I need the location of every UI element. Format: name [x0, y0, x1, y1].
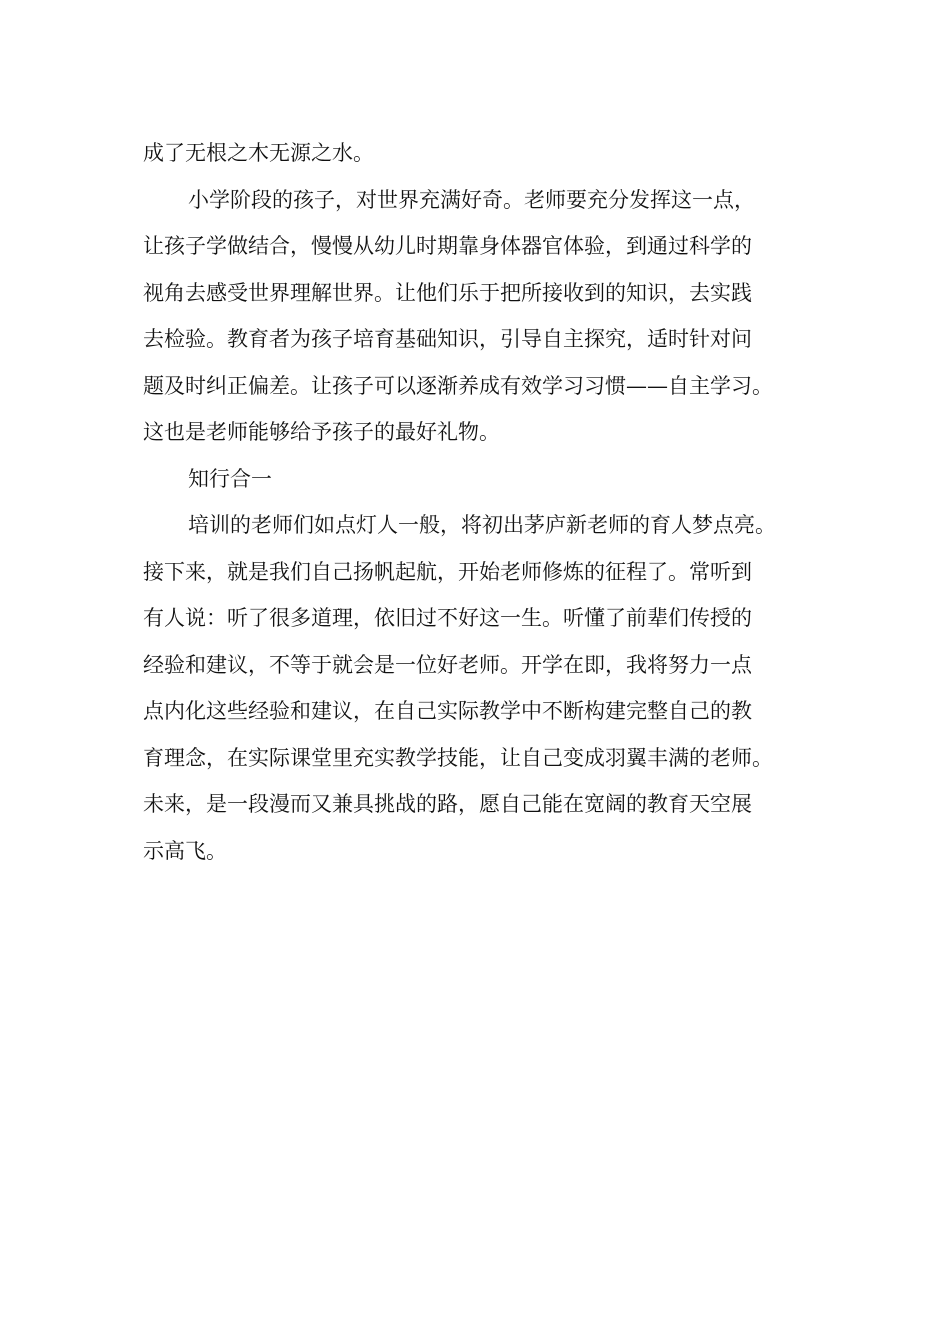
document-body	[143, 130, 833, 874]
text-line: 视角去感受世界理解世界。让他们乐于把所接收到的知识，去实践	[143, 280, 752, 305]
heading-line: 知行合一	[188, 466, 272, 491]
text-line: 有人说：听了很多道理，依旧过不好这一生。听懂了前辈们传授的	[143, 606, 752, 630]
text-line: 让孩子学做结合，慢慢从幼儿时期靠身体器官体验，到通过科学的	[143, 234, 752, 258]
paragraph-2	[143, 177, 833, 456]
text-line: 接下来，就是我们自己扬帆起航，开始老师修炼的征程了。常听到	[143, 559, 752, 584]
text-line: 经验和建议，不等于就会是一位好老师。开学在即，我将努力一点	[143, 652, 752, 677]
text-line: 小学阶段的孩子，对世界充满好奇。老师要充分发挥这一点，	[188, 187, 755, 212]
text-line: 点内化这些经验和建议，在自己实际教学中不断构建完整自己的教	[143, 699, 752, 723]
text-line: 题及时纠正偏差。让孩子可以逐渐养成有效学习习惯——自主学习。	[143, 373, 773, 398]
text-line: 示高飞。	[143, 838, 227, 863]
text-line: 这也是老师能够给予孩子的最好礼物。	[143, 420, 500, 444]
text-line: 去检验。教育者为孩子培育基础知识，引导自主探究，适时针对问	[143, 327, 752, 351]
text-line: 培训的老师们如点灯人一般，将初出茅庐新老师的育人梦点亮。	[188, 513, 776, 537]
paragraph-1	[143, 130, 833, 177]
text-line: 成了无根之木无源之水。	[143, 141, 374, 165]
text-line: 未来，是一段漫而又兼具挑战的路，愿自己能在宽阔的教育天空展	[143, 792, 752, 816]
section-heading	[143, 456, 833, 503]
paragraph-3	[143, 502, 833, 874]
text-line: 育理念，在实际课堂里充实教学技能，让自己变成羽翼丰满的老师。	[143, 745, 773, 770]
